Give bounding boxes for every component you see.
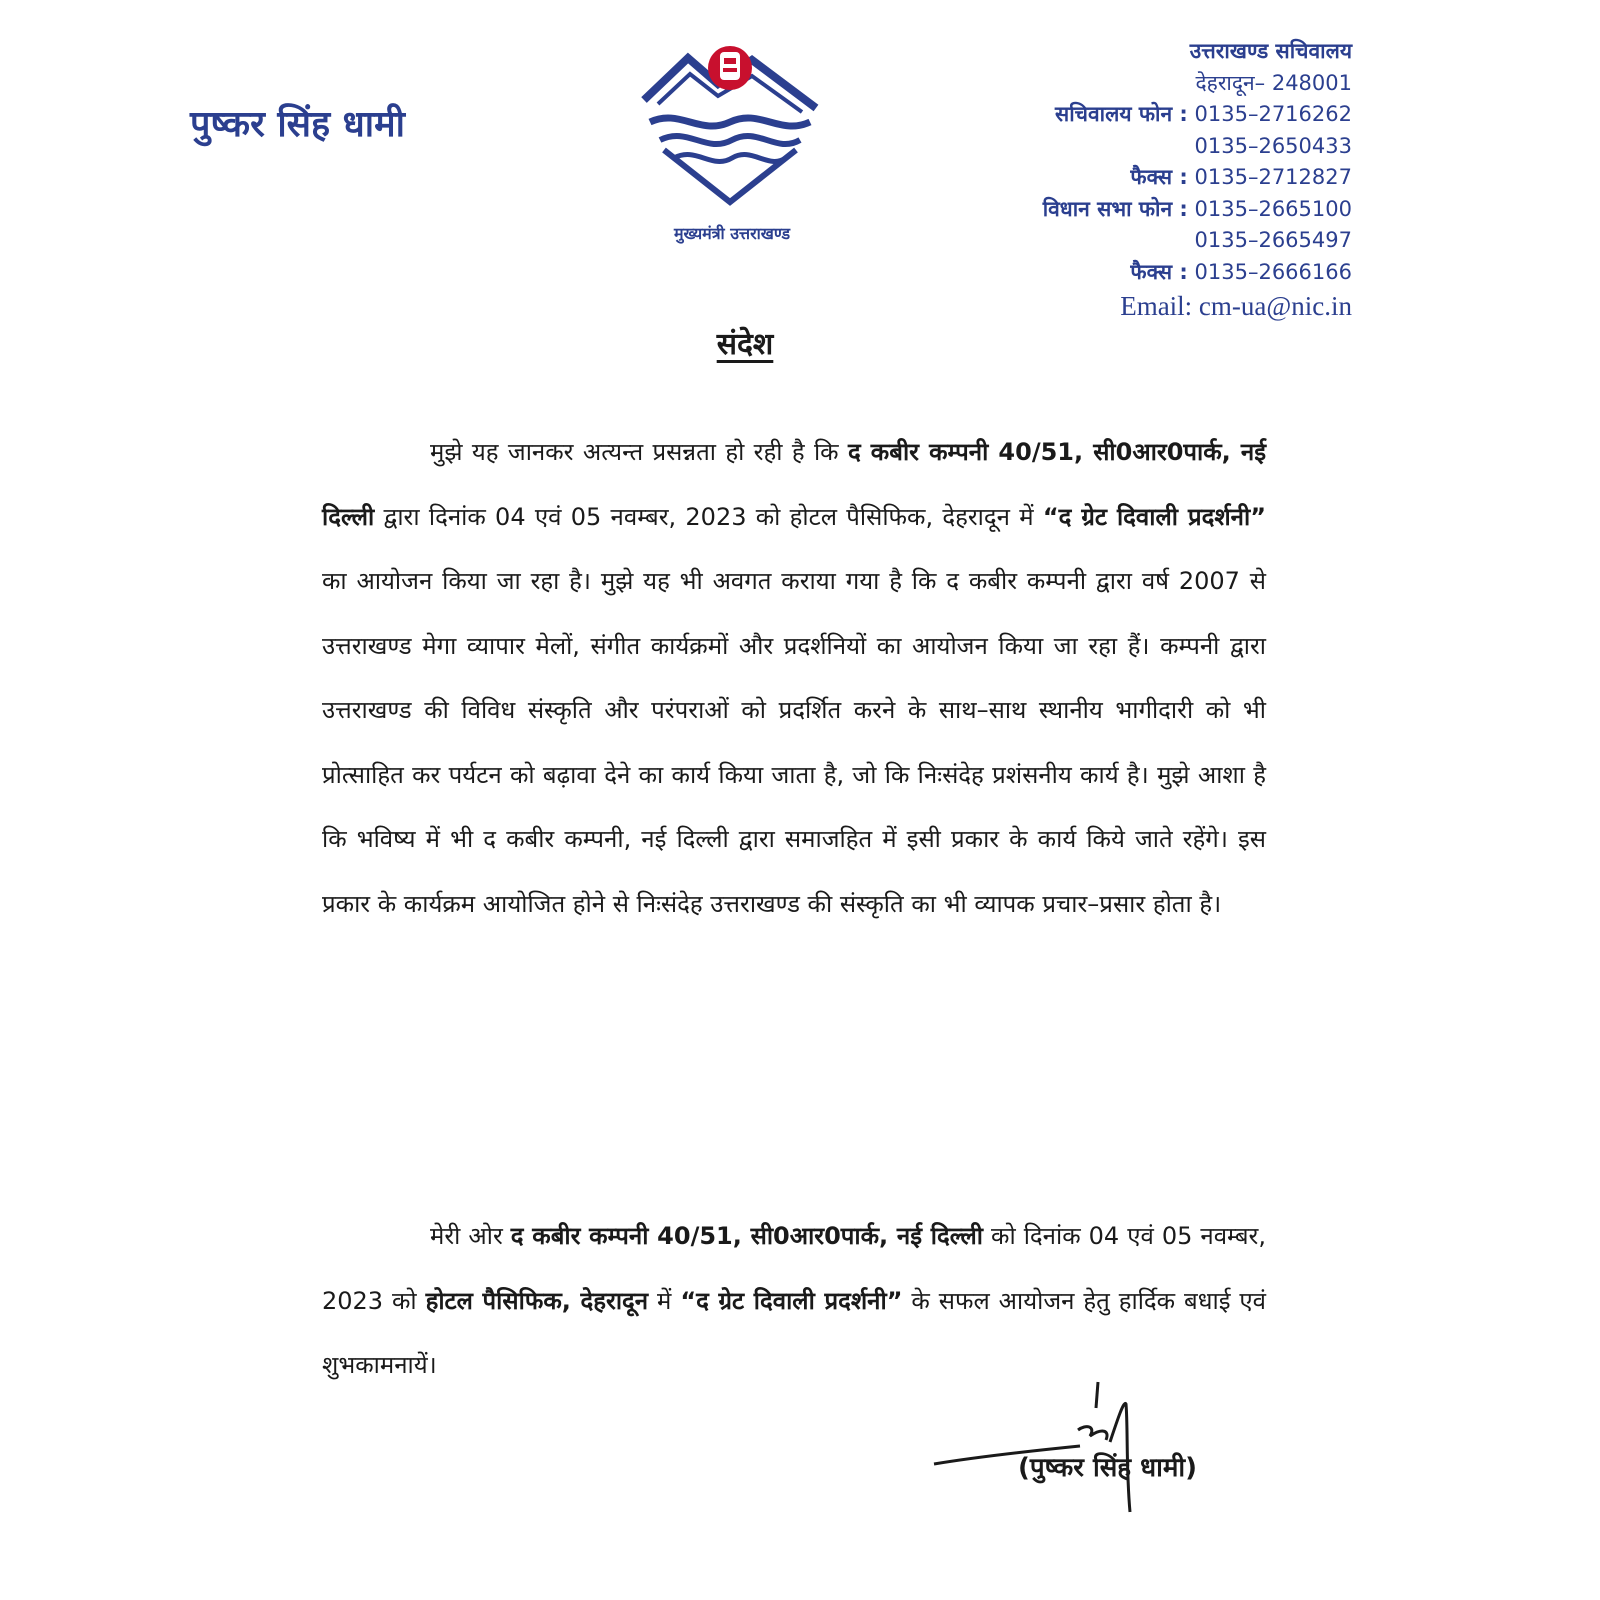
vidhan-sabha-phone-1: 0135–2665100	[1194, 196, 1352, 221]
para1-bold-event: “द ग्रेट दिवाली प्रदर्शनी”	[1042, 502, 1266, 531]
sachivalaya-phone-row	[1043, 99, 1352, 131]
message-paragraph-1	[322, 420, 1266, 936]
message-paragraph-2	[322, 1204, 1266, 1398]
office-name: उत्तराखण्ड सचिवालय	[1189, 39, 1352, 63]
para1-text-2: द्वारा दिनांक 04 एवं 05 नवम्बर, 2023 को होटल पैसिफिक, देहरादून में	[374, 502, 1043, 531]
city-pin: देहरादून– 248001	[1195, 70, 1352, 95]
fax-label-1: फैक्स :	[1130, 165, 1188, 189]
para2-text-1: मेरी ओर	[430, 1222, 511, 1250]
para2-bold-venue: होटल पैसिफिक, देहरादून	[425, 1286, 649, 1315]
email-address: Email: cm-ua@nic.in	[1120, 291, 1352, 321]
para2-text-4: के सफल आयोजन हेतु हार्दिक बधाई एवं शुभकामनायें।	[322, 1286, 1267, 1379]
emblem-caption: मुख्यमंत्री उत्तराखण्ड	[673, 224, 791, 243]
vidhan-sabha-phone-2: 0135–2665497	[1194, 228, 1352, 252]
letter-title: संदेश	[716, 327, 774, 362]
fax-2: 0135–2666166	[1194, 259, 1352, 284]
vidhan-sabha-phone-label: विधान सभा फोन :	[1042, 196, 1188, 221]
sachivalaya-phone-2: 0135–2650433	[1194, 133, 1352, 158]
contact-block	[1043, 36, 1352, 324]
uttarakhand-emblem-icon	[640, 38, 820, 208]
sender-name: पुष्कर सिंह धामी	[190, 104, 405, 145]
sachivalaya-phone-label: सचिवालय फोन :	[1055, 102, 1188, 126]
para2-bold-event: “द ग्रेट दिवाली प्रदर्शनी”	[680, 1286, 903, 1315]
para2-bold-company: द कबीर कम्पनी 40/51, सी0आर0पार्क, नई दिल्ली	[510, 1222, 984, 1250]
signatory-name: (पुष्कर सिंह धामी)	[1018, 1453, 1198, 1483]
para2-text-3: में	[648, 1286, 681, 1315]
para1-text-3: का आयोजन किया जा रहा है। मुझे यह भी अवगत कराया गया है कि द कबीर कम्पनी द्वारा वर्ष 2007 से उत्तराखण्ड मेगा व्यापार मेलों, संगीत कार्यक्रमों और प्रदर्शनियों का आयोजन किया जा रहा हैं। कम्पनी द्वारा उत्तराखण्ड की विविध संस्कृति और परंपराओं को प्रदर्शित करने के साथ–साथ स्थानीय भागीदारी को भी प्रोत्साहित कर पर्यटन को बढ़ावा देने का कार्य किया जाता है, जो कि निःसंदेह प्रशंसनीय कार्य है। मुझे आशा है कि भविष्य में भी द कबीर कम्पनी, नई दिल्ली द्वारा समाजहित में इसी प्रकार के कार्य किये जाते रहेंगे। इस प्रकार के कार्यक्रम आयोजित होने से निःसंदेह उत्तराखण्ड की संस्कृति का भी व्यापक प्रचार–प्रसार होता है।	[322, 567, 1266, 918]
para1-text-1: मुझे यह जानकर अत्यन्त प्रसन्नता हो रही है कि	[430, 438, 848, 466]
sachivalaya-phone-1: 0135–2716262	[1194, 102, 1352, 126]
fax-label-2: फैक्स :	[1130, 259, 1188, 284]
fax-row-2	[1043, 257, 1352, 289]
para2-text-2: को दिनांक 04 एवं 05 नवम्बर, 2023 को	[322, 1222, 1266, 1315]
fax-row-1	[1043, 162, 1352, 194]
vidhan-sabha-phone-row	[1043, 194, 1352, 226]
para1-bold-company: द कबीर कम्पनी 40/51, सी0आर0पार्क, नई दिल्ली	[322, 438, 1266, 531]
fax-1: 0135–2712827	[1194, 165, 1352, 189]
